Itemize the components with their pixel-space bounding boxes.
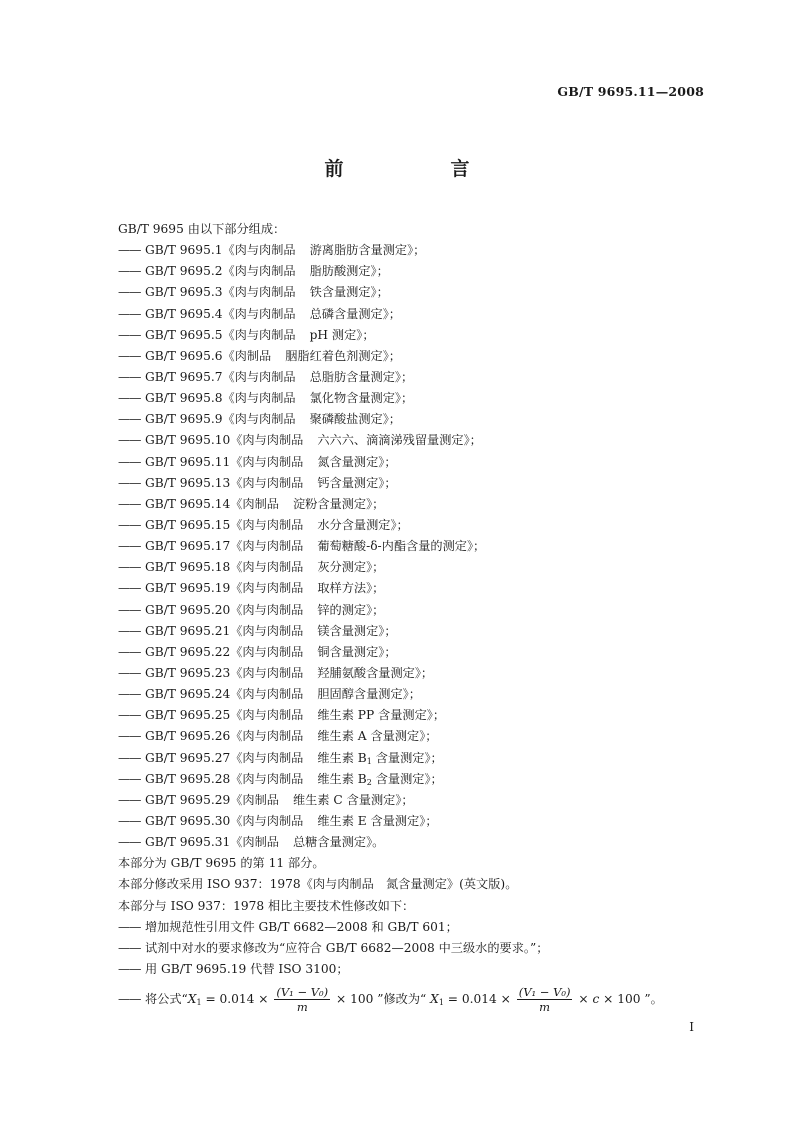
page-title: 前 言: [324, 158, 514, 180]
part-list-item: —— GB/T 9695.18《肉与肉制品 灰分测定》；: [118, 560, 385, 575]
part-list-item: —— GB/T 9695.3《肉与肉制品 铁含量测定》；: [118, 285, 389, 300]
part-list-item: —— GB/T 9695.1《肉与肉制品 游离脂肪含量测定》；: [118, 243, 426, 258]
part-list-item: —— GB/T 9695.25《肉与肉制品 维生素 PP 含量测定》；: [118, 708, 446, 723]
part-list-item: —— GB/T 9695.21《肉与肉制品 镁含量测定》；: [118, 623, 397, 638]
part-list-item: —— GB/T 9695.17《肉与肉制品 葡萄糖酸-δ-内酯含量的测定》；: [118, 539, 486, 554]
fraction: $\frac{\text{(V₁ − V₀)}}{m}$: [276, 985, 329, 1015]
part-list-item: —— GB/T 9695.5《肉与肉制品 pH 测定》；: [118, 327, 375, 342]
part-list-item: —— GB/T 9695.31《肉制品 总糖含量测定》。: [118, 835, 385, 850]
modified-from-line: 本部分修改采用 ISO 937：1978《肉与肉制品 氮含量测定》(英文版)。: [118, 877, 518, 892]
change-item: —— 试剂中对水的要求修改为“应符合 GB/T 6682—2008 中三级水的要求。”；: [118, 940, 549, 955]
part-of-line: 本部分为 GB/T 9695 的第 11 部分。: [118, 856, 325, 871]
change-item: —— 用 GB/T 9695.19 代替 ISO 3100；: [118, 961, 349, 976]
part-list-item: —— GB/T 9695.27《肉与肉制品 维生素 $B_1$ 含量测定》；: [118, 750, 443, 766]
part-list-item: —— GB/T 9695.14《肉制品 淀粉含量测定》；: [118, 496, 385, 511]
part-list-item: —— GB/T 9695.23《肉与肉制品 羟脯氨酸含量测定》；: [118, 665, 434, 680]
standard-code: GB/T 9695.11—2008: [557, 84, 704, 99]
part-list-item: —— GB/T 9695.24《肉与肉制品 胆固醇含量测定》；: [118, 687, 421, 702]
part-list-item: —— GB/T 9695.13《肉与肉制品 钙含量测定》；: [118, 475, 397, 490]
part-list-item: —— GB/T 9695.15《肉与肉制品 水分含量测定》；: [118, 517, 409, 532]
fraction: $\frac{\text{(V₁ − V₀)}}{m}$: [518, 985, 571, 1015]
change-item: —— 增加规范性引用文件 GB/T 6682—2008 和 GB/T 601；: [118, 919, 458, 934]
part-list-item: —— GB/T 9695.6《肉制品 胭脂红着色剂测定》；: [118, 348, 401, 363]
part-list-item: —— GB/T 9695.4《肉与肉制品 总磷含量测定》；: [118, 306, 401, 321]
part-list-item: —— GB/T 9695.19《肉与肉制品 取样方法》；: [118, 581, 385, 596]
part-list-item: —— GB/T 9695.7《肉与肉制品 总脂肪含量测定》；: [118, 369, 414, 384]
formula-change-item: —— 将公式“$X_1 = 0.014$ × $\frac{\text{(V₁ − V₀)}}{m}$ × 100 ”修改为“ $X_1 = 0.014$ × $\frac{\text{(V₁ − V₀)}}{m}$ × c × 100 ”。: [118, 985, 663, 1015]
part-list-item: —— GB/T 9695.26《肉与肉制品 维生素 A 含量测定》；: [118, 729, 438, 744]
part-list-item: —— GB/T 9695.29《肉制品 维生素 C 含量测定》；: [118, 792, 414, 807]
part-list-item: —— GB/T 9695.28《肉与肉制品 维生素 $B_2$ 含量测定》；: [118, 771, 443, 787]
part-list-item: —— GB/T 9695.8《肉与肉制品 氯化物含量测定》；: [118, 391, 414, 406]
part-list-item: —— GB/T 9695.20《肉与肉制品 锌的测定》；: [118, 602, 385, 617]
part-list-item: —— GB/T 9695.10《肉与肉制品 六六六、滴滴涕残留量测定》；: [118, 433, 482, 448]
intro-line: GB/T 9695 由以下部分组成：: [118, 222, 286, 236]
part-list-item: —— GB/T 9695.22《肉与肉制品 铜含量测定》；: [118, 644, 397, 659]
parts-list: [118, 240, 708, 853]
page-number: I: [689, 1020, 694, 1034]
part-list-item: —— GB/T 9695.9《肉与肉制品 聚磷酸盐测定》；: [118, 412, 401, 427]
main-changes-line: 本部分与 ISO 937：1978 相比主要技术性修改如下：: [118, 898, 415, 913]
part-list-item: —— GB/T 9695.11《肉与肉制品 氮含量测定》；: [118, 454, 397, 469]
part-list-item: —— GB/T 9695.30《肉与肉制品 维生素 E 含量测定》；: [118, 813, 438, 828]
part-list-item: —— GB/T 9695.2《肉与肉制品 脂肪酸测定》；: [118, 264, 389, 279]
foreword-body: [118, 219, 708, 1014]
